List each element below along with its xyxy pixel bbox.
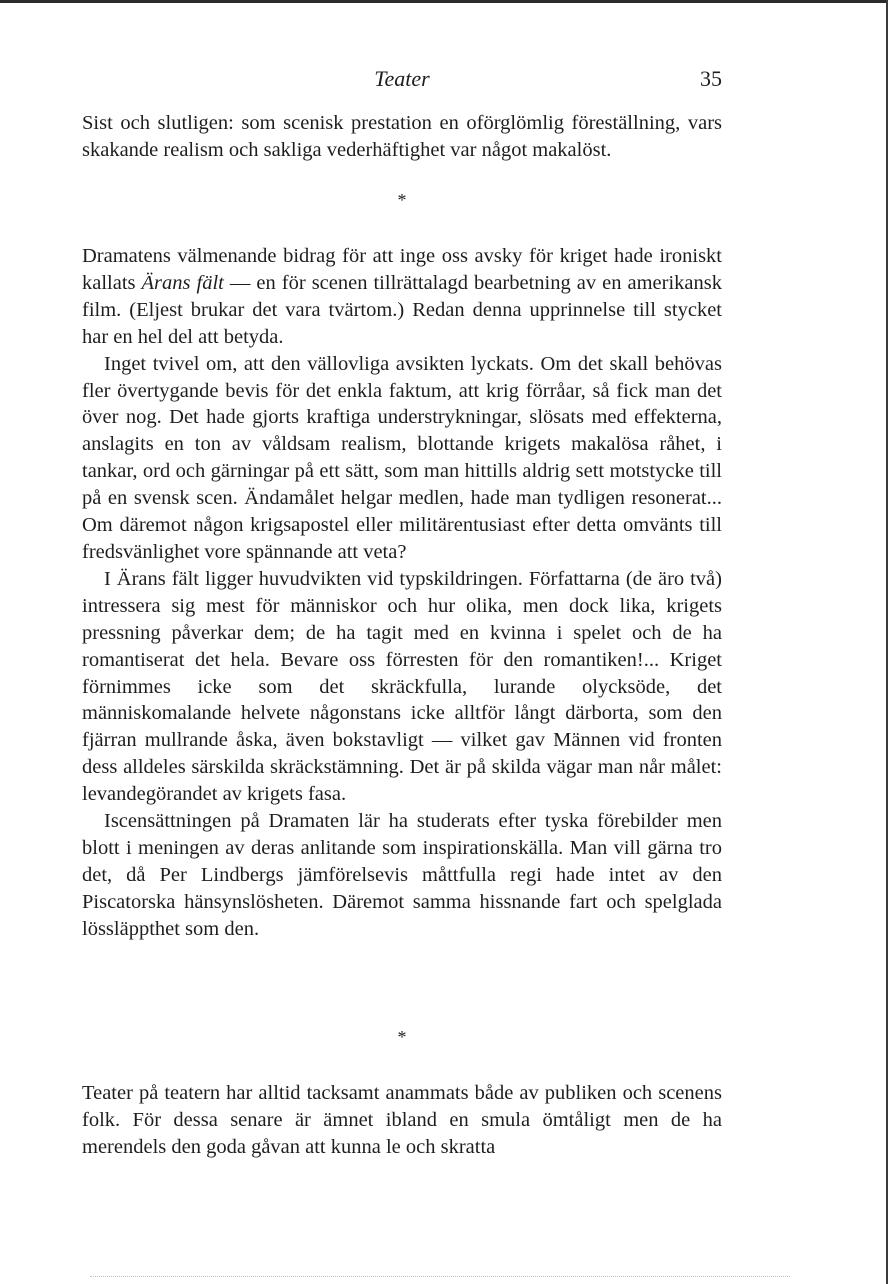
running-title: Teater <box>374 66 430 91</box>
section-separator-1: * <box>397 190 407 210</box>
paragraph-2 <box>82 243 722 351</box>
section-teater-pa-teatern <box>82 1080 722 1161</box>
page-top-edge <box>0 0 888 3</box>
section-arans-falt <box>82 243 722 943</box>
play-title: Ärans fält <box>141 271 224 294</box>
running-header <box>82 62 722 102</box>
paragraph-6: Teater på teatern har alltid tacksamt anammats både av publiken och scenens folk. För dessa senare är ämnet ibland en smula ömtåligt men de ha merendels den goda gåvan att kunna le och skratta <box>82 1082 722 1158</box>
page-number: 35 <box>700 66 722 91</box>
paragraph-2-text-b: — en för scenen tillrättalagd bearbetning av en amerikansk film. (Eljest brukar det vara tvärtom.) Redan denna upprinnelse till stycket har en hel del att betyda. <box>82 271 722 348</box>
scan-edge-noise <box>90 1276 790 1278</box>
paragraph-2-text-a: Dramatens välmenande bidrag för att inge oss avsky för kriget hade ironiskt kallats <box>82 245 722 294</box>
paragraph-3: Inget tvivel om, att den vällovliga avsikten lyckats. Om det skall behövas fler övertygande bevis för det enkla faktum, att krig förråar, så fick man det över nog. Det hade gjorts kraftiga understrykningar, slösats med effekterna, anslagits en ton av våldsam realism, blottande krigets makalösa råhet, i tankar, ord och gärningar på ett sätt, som man hittills aldrig sett motstycke till på en svensk scen. Ändamålet helgar medlen, hade man tydligen resonerat... Om däremot någon krigsapostel eller militärentusiast efter detta omvänts till fredsvänlighet vore spännande att veta? <box>82 352 722 563</box>
paragraph-4: I Ärans fält ligger huvudvikten vid typskildringen. Författarna (de äro två) intressera sig mest för människor och hur olika, men dock lika, krigets pressning påverkar dem; de ha tagit med en kvinna i spelet och de ha romantiserat det hela. Bevare oss förresten för den romantiken!... Kriget förnimmes icke som det skräckfulla, lurande olycksöde, det människomalande helvete någonstans icke alltför långt därborta, som den fjärran mullrande åska, även bokstavligt — vilket gav Männen vid fronten dess alldeles särskilda skräckstämning. Det är på skilda vägar man når målet: levandegörandet av krigets fasa. <box>82 567 722 806</box>
closing-paragraph <box>82 110 722 164</box>
paragraph-5: Iscensättningen på Dramaten lär ha studerats efter tyska förebilder men blott i meningen av deras anlitande som inspirationskälla. Man vill gärna tro det, då Per Lindbergs jämförelsevis måttfulla regi hade intet av den Piscatorska hänsynslösheten. Däremot samma hissnande fart och spelglada lössläppthet som den. <box>82 810 722 940</box>
paragraph-1: Sist och slutligen: som scenisk prestation en oförglömlig föreställning, vars skakande realism och sakliga vederhäftighet var något makalöst. <box>82 112 722 161</box>
section-separator-2: * <box>397 1027 407 1047</box>
